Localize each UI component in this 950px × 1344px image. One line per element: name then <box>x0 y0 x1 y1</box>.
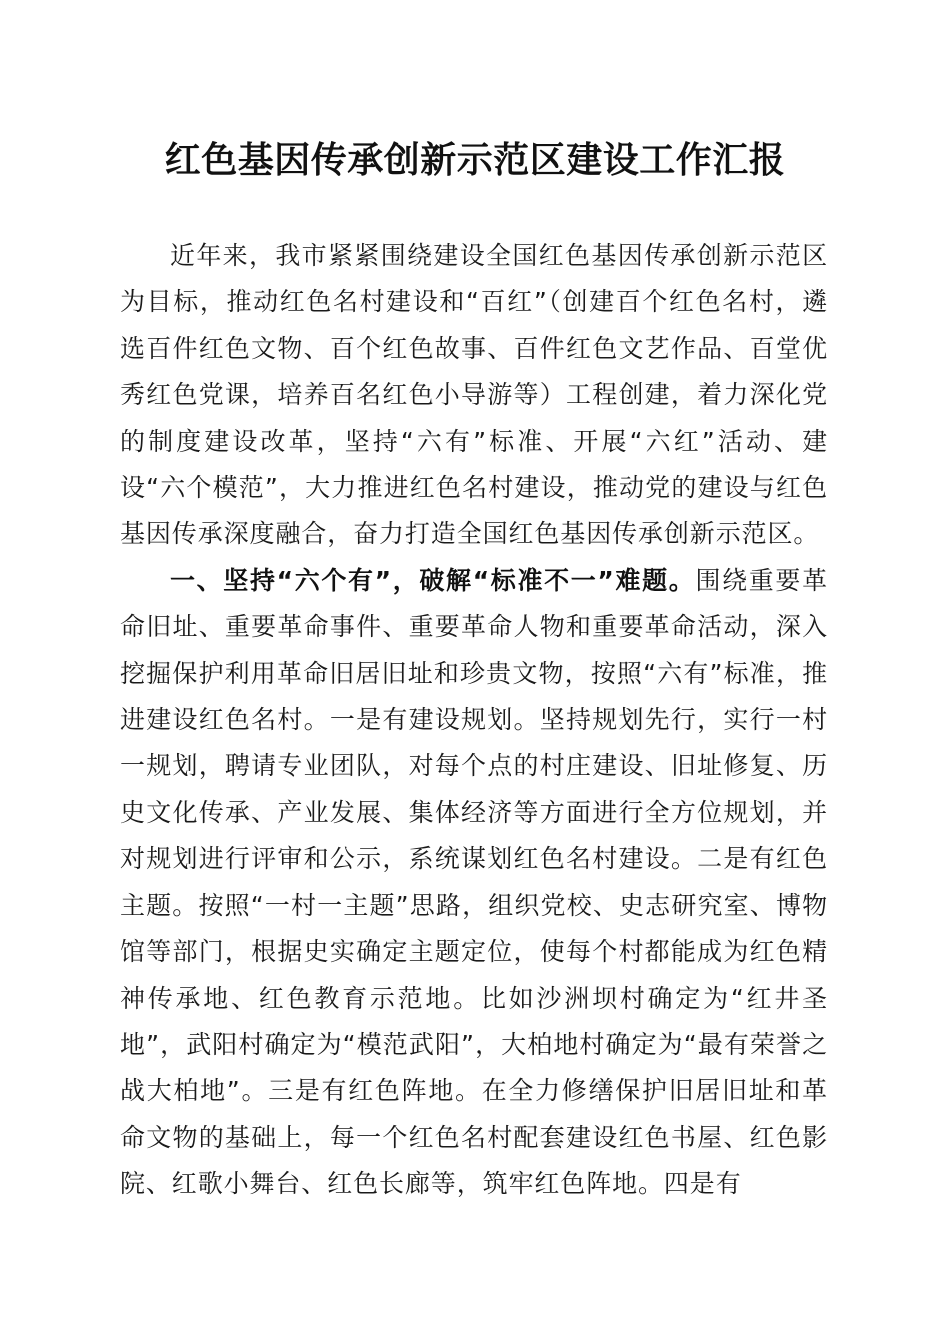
document-body <box>120 233 828 1208</box>
document-title: 红色基因传承创新示范区建设工作汇报 <box>164 139 786 181</box>
section-1-paragraph <box>120 558 828 1208</box>
section-1-heading: 一、坚持“六个有”，破解“标准不一”难题。 <box>170 565 696 595</box>
intro-paragraph: 近年来，我市紧紧围绕建设全国红色基因传承创新示范区为目标，推动红色名村建设和“百红”（创建百个红色名村，遴选百件红色文物、百个红色故事、百件红色文艺作品、百堂优秀红色党课，培养百名红色小导游等）工程创建，着力深化党的制度建设改革，坚持“六有”标准、开展“六红”活动、建设“六个模范”，大力推进红色名村建设，推动党的建设与红色基因传承深度融合，奋力打造全国红色基因传承创新示范区。 <box>120 241 828 549</box>
section-1-text: 围绕重要革命旧址、重要革命事件、重要革命人物和重要革命活动，深入挖掘保护利用革命旧居旧址和珍贵文物，按照“六有”标准，推进建设红色名村。一是有建设规划。坚持规划先行，实行一村一规划，聘请专业团队，对每个点的村庄建设、旧址修复、历史文化传承、产业发展、集体经济等方面进行全方位规划，并对规划进行评审和公示，系统谋划红色名村建设。二是有红色主题。按照“一村一主题”思路，组织党校、史志研究室、博物馆等部门，根据史实确定主题定位，使每个村都能成为红色精神传承地、红色教育示范地。比如沙洲坝村确定为“红井圣地”，武阳村确定为“模范武阳”，大柏地村确定为“最有荣誉之战大柏地”。三是有红色阵地。在全力修缮保护旧居旧址和革命文物的基础上，每一个红色名村配套建设红色书屋、红色影院、红歌小舞台、红色长廊等，筑牢红色阵地。四是有 <box>120 565 828 1199</box>
